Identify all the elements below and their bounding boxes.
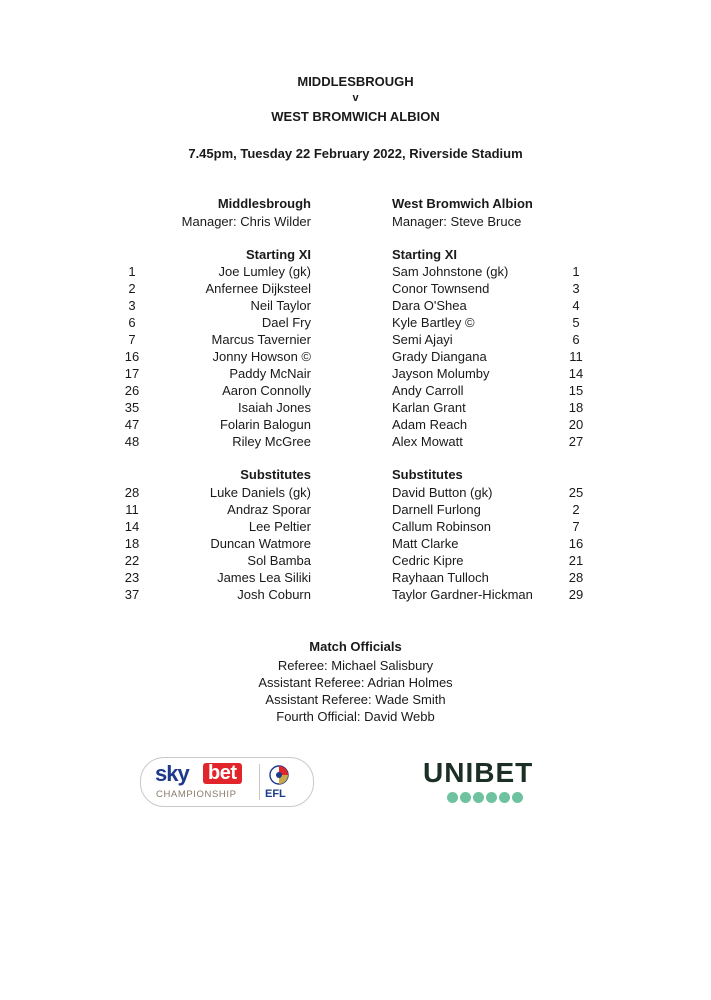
player-number: 18: [568, 400, 584, 415]
unibet-dot-icon: [486, 792, 497, 803]
player-number: 1: [128, 264, 136, 279]
player-name: James Lea Siliki: [217, 570, 311, 585]
player-number: 14: [124, 519, 140, 534]
player-number: 25: [568, 485, 584, 500]
home-manager: Manager: Chris Wilder: [181, 214, 311, 229]
player-name: Grady Diangana: [392, 349, 487, 364]
player-name: Jonny Howson ©: [212, 349, 311, 364]
championship-wordmark: CHAMPIONSHIP: [156, 789, 237, 800]
home-team-name: Middlesbrough: [217, 196, 311, 211]
player-number: 28: [124, 485, 140, 500]
player-number: 16: [124, 349, 140, 364]
home-starting-title: Starting XI: [245, 247, 311, 262]
player-number: 3: [572, 281, 580, 296]
bet-wordmark: bet: [203, 763, 242, 784]
away-team-header: [392, 196, 533, 229]
away-subs-names: [392, 484, 533, 603]
away-starting-names: [392, 263, 508, 450]
home-club-heading: MIDDLESBROUGH: [297, 74, 414, 89]
home-team-header: [182, 196, 311, 229]
home-subs-names: [210, 484, 311, 603]
player-name: Cedric Kipre: [392, 553, 464, 568]
versus-label: v: [352, 92, 359, 104]
away-manager: Manager: Steve Bruce: [392, 214, 522, 229]
player-number: 29: [568, 587, 584, 602]
player-number: 16: [568, 536, 584, 551]
match-officials: [0, 638, 711, 725]
player-name: David Button (gk): [392, 485, 493, 500]
player-number: 15: [568, 383, 584, 398]
player-number: 26: [124, 383, 140, 398]
player-number: 7: [128, 332, 136, 347]
unibet-dot-icon: [499, 792, 510, 803]
away-team-name: West Bromwich Albion: [392, 196, 533, 211]
away-starting-title: Starting XI: [392, 247, 458, 262]
player-name: Folarin Balogun: [219, 417, 311, 432]
player-name: Andy Carroll: [392, 383, 464, 398]
official-referee: Referee: Michael Salisbury: [277, 658, 434, 673]
away-club-heading: WEST BROMWICH ALBION: [271, 109, 440, 124]
player-number: 37: [124, 587, 140, 602]
player-number: 2: [572, 502, 580, 517]
unibet-dot-icon: [460, 792, 471, 803]
player-number: 23: [124, 570, 140, 585]
home-subs-title: Substitutes: [240, 467, 311, 482]
unibet-dot-icon: [473, 792, 484, 803]
efl-ball-icon: [269, 765, 289, 785]
player-name: Neil Taylor: [250, 298, 311, 313]
player-number: 35: [124, 400, 140, 415]
player-name: Lee Peltier: [248, 519, 311, 534]
player-number: 2: [128, 281, 136, 296]
player-name: Karlan Grant: [392, 400, 466, 415]
player-name: Adam Reach: [392, 417, 468, 432]
unibet-dot-icon: [447, 792, 458, 803]
player-number: 5: [572, 315, 580, 330]
player-name: Paddy McNair: [229, 366, 311, 381]
player-name: Semi Ajayi: [392, 332, 453, 347]
player-name: Sol Bamba: [247, 553, 311, 568]
player-name: Rayhaan Tulloch: [392, 570, 489, 585]
player-number: 6: [572, 332, 580, 347]
player-number: 7: [572, 519, 580, 534]
player-number: 3: [128, 298, 136, 313]
player-name: Taylor Gardner-Hickman: [392, 587, 533, 602]
player-number: 1: [572, 264, 580, 279]
away-subs-title: Substitutes: [392, 467, 463, 482]
player-number: 4: [572, 298, 580, 313]
efl-wordmark: EFL: [265, 788, 286, 800]
player-number: 11: [125, 502, 139, 517]
home-subs-numbers: [112, 484, 152, 603]
player-name: Jayson Molumby: [392, 366, 490, 381]
player-number: 22: [124, 553, 140, 568]
player-number: 17: [124, 366, 140, 381]
player-name: Duncan Watmore: [210, 536, 311, 551]
player-name: Conor Townsend: [392, 281, 490, 296]
player-name: Alex Mowatt: [392, 434, 463, 449]
official-assistant-1: Assistant Referee: Adrian Holmes: [258, 675, 453, 690]
player-name: Matt Clarke: [392, 536, 459, 551]
player-number: 47: [124, 417, 140, 432]
home-starting-numbers: [112, 263, 152, 450]
player-number: 14: [568, 366, 584, 381]
player-number: 20: [568, 417, 584, 432]
player-name: Dara O'Shea: [392, 298, 467, 313]
player-number: 11: [569, 349, 583, 364]
logo-divider: [259, 764, 260, 800]
player-name: Aaron Connolly: [222, 383, 311, 398]
player-name: Anfernee Dijksteel: [205, 281, 311, 296]
unibet-dot-icon: [512, 792, 523, 803]
home-starting-names: [206, 263, 312, 450]
officials-title: Match Officials: [309, 639, 402, 654]
player-number: 18: [124, 536, 140, 551]
player-number: 28: [568, 570, 584, 585]
skybet-championship-logo: [140, 757, 314, 807]
player-number: 48: [124, 434, 140, 449]
official-assistant-2: Assistant Referee: Wade Smith: [265, 692, 446, 707]
match-datetime: 7.45pm, Tuesday 22 February 2022, Riverside Stadium: [188, 146, 523, 161]
player-name: Isaiah Jones: [238, 400, 311, 415]
player-name: Darnell Furlong: [392, 502, 481, 517]
player-name: Dael Fry: [261, 315, 311, 330]
player-name: Andraz Sporar: [227, 502, 311, 517]
player-name: Luke Daniels (gk): [209, 485, 311, 500]
player-number: 21: [568, 553, 584, 568]
unibet-logo: [423, 758, 553, 788]
player-name: Callum Robinson: [392, 519, 491, 534]
player-name: Kyle Bartley ©: [392, 315, 475, 330]
player-name: Josh Coburn: [237, 587, 311, 602]
sky-wordmark: sky: [155, 761, 189, 786]
player-name: Riley McGree: [232, 434, 311, 449]
official-fourth: Fourth Official: David Webb: [276, 709, 435, 724]
unibet-wordmark: UNIBET: [423, 757, 534, 788]
away-starting-numbers: [556, 263, 596, 450]
away-subs-numbers: [556, 484, 596, 603]
player-name: Sam Johnstone (gk): [392, 264, 509, 279]
player-number: 6: [128, 315, 136, 330]
player-name: Marcus Tavernier: [211, 332, 311, 347]
player-name: Joe Lumley (gk): [218, 264, 311, 279]
player-number: 27: [568, 434, 584, 449]
